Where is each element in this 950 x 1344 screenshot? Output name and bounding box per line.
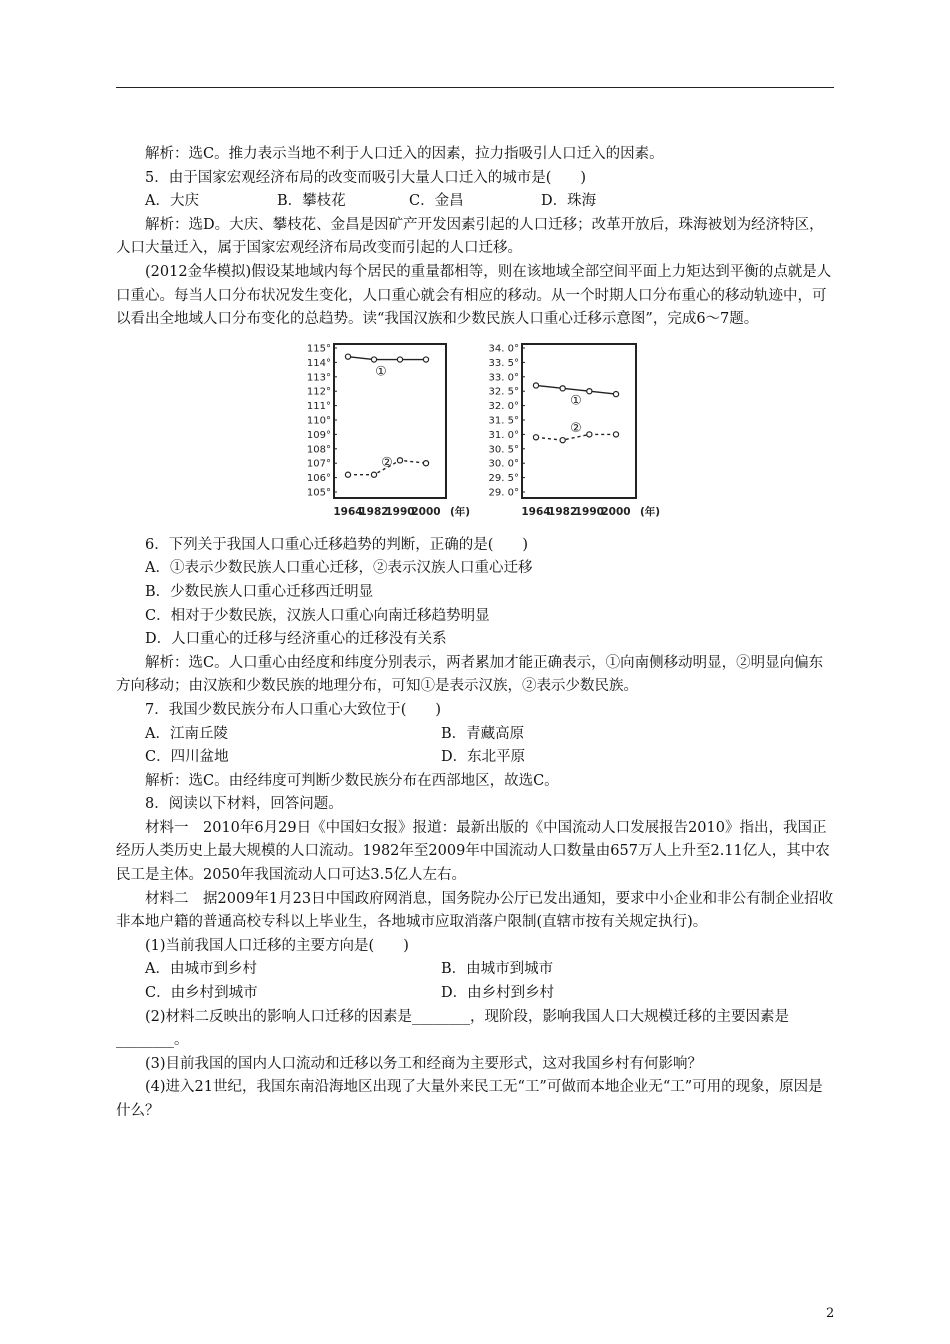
option: C．金昌 <box>409 193 464 210</box>
y-tick-label: 106° <box>306 472 331 484</box>
sub-question-3: (3)目前我国的国内人口流动和迁移以务工和经商为主要形式，这对我国乡村有何影响？ <box>145 1055 703 1072</box>
data-point <box>560 437 565 442</box>
option: B．少数民族人口重心迁移西迁明显 <box>145 583 374 600</box>
option: D．珠海 <box>541 193 597 210</box>
data-point <box>371 357 376 362</box>
series-line <box>348 356 426 359</box>
data-point <box>423 460 428 465</box>
x-tick-label: 1982 <box>359 505 389 518</box>
y-tick-label: 112° <box>306 386 331 398</box>
question-6: 6．下列关于我国人口重心迁移趋势的判断，正确的是( ) <box>145 536 529 553</box>
material-1: 材料一 2010年6月29日《中国妇女报》报道：最新出版的《中国流动人口发展报告2010》指出，我国正经历人类历史上最大规模的人口流动。1982年至2009年中国流动人口数量由657万人上升至2.11亿人，其中农民工是主体。2050年我国流动人口可达3.5亿人左右。 <box>116 819 830 884</box>
answer-q6: 解析：选C。人口重心由经度和纬度分别表示，两者累加才能正确表示，①向南侧移动明显，②明显向偏东方向移动；由汉族和少数民族的地理分布，可知①是表示汉族，②表示少数民族。 <box>116 654 824 695</box>
option: D．人口重心的迁移与经济重心的迁移没有关系 <box>145 631 447 648</box>
data-point <box>423 357 428 362</box>
y-tick-label: 33. 5° <box>488 357 519 369</box>
sub-question-1-options <box>116 958 834 982</box>
sub-question-1-options <box>116 982 834 1006</box>
y-tick-label: 29. 5° <box>488 472 519 484</box>
data-point <box>587 432 592 437</box>
answer-q4: 解析：选C。推力表示当地不利于人口迁入的因素，拉力指吸引人口迁入的因素。 <box>145 146 664 162</box>
data-point <box>397 357 402 362</box>
x-axis-label: (年) <box>449 505 471 518</box>
sub-question-2: (2)材料二反映出的影响人口迁移的因素是________，现阶段，影响我国人口大规模迁移的主要因素是________。 <box>116 1008 790 1049</box>
question-7-options <box>116 746 834 770</box>
option: D．东北平原 <box>441 749 526 766</box>
option: C．相对于少数民族，汉族人口重心向南迁移趋势明显 <box>145 607 490 624</box>
y-tick-label: 29. 0° <box>488 487 519 499</box>
y-tick-label: 111° <box>306 400 331 412</box>
question-7-options <box>116 723 834 747</box>
x-tick-label: 1964 <box>521 505 551 518</box>
question-5-options <box>116 190 834 214</box>
intro-paragraph: (2012金华模拟)假设某地域内每个居民的重量都相等，则在该地域全部空间平面上力矩达到平衡的点就是人口重心。每当人口分布状况发生变化，人口重心就会有相应的移动。从一个时期人口分布重心的移动轨迹中，可以看出全地域人口分布变化的总趋势。读“我国汉族和少数民族人口重心迁移示意图”，完成6～7题。 <box>116 263 832 328</box>
data-point <box>587 388 592 393</box>
data-point <box>345 472 350 477</box>
data-point <box>397 457 402 462</box>
option: D．由乡村到乡村 <box>441 985 555 1002</box>
option: B．青藏高原 <box>441 725 525 742</box>
data-point <box>533 383 538 388</box>
answer-q7: 解析：选C。由经纬度可判断少数民族分布在西部地区，故选C。 <box>145 772 559 789</box>
population-center-charts <box>286 338 786 526</box>
y-tick-label: 105° <box>306 487 331 499</box>
x-axis-label: (年) <box>639 505 661 518</box>
y-tick-label: 30. 5° <box>488 444 519 456</box>
population-center-figure <box>116 338 834 526</box>
option: A．由城市到乡村 <box>145 961 257 978</box>
x-tick-label: 2000 <box>411 505 441 518</box>
option: A．①表示少数民族人口重心迁移，②表示汉族人口重心迁移 <box>145 560 533 577</box>
material-2: 材料二 据2009年1月23日中国政府网消息，国务院办公厅已发出通知，要求中小企业和非公有制企业招收非本地户籍的普通高校专科以上毕业生，各地城市应取消落户限制(直辖市按有关规定执行)。 <box>116 890 834 931</box>
option: C．四川盆地 <box>145 749 229 766</box>
data-point <box>560 385 565 390</box>
series-label: ② <box>381 455 393 471</box>
question-7: 7．我国少数民族分布人口重心大致位于( ) <box>145 701 442 718</box>
sub-question-4: (4)进入21世纪，我国东南沿海地区出现了大量外来民工无“工”可做而本地企业无“工”可用的现象，原因是什么？ <box>116 1079 823 1119</box>
y-tick-label: 34. 0° <box>488 343 519 355</box>
question-8: 8．阅读以下材料，回答问题。 <box>145 796 343 813</box>
x-tick-label: 1982 <box>548 505 578 518</box>
page-number: 2 <box>826 1306 835 1321</box>
y-tick-label: 32. 0° <box>488 400 519 412</box>
y-tick-label: 114° <box>306 357 331 369</box>
option: C．由乡村到城市 <box>145 985 258 1002</box>
answer-q5: 解析：选D。大庆、攀枝花、金昌是因矿产开发因素引起的人口迁移；改革开放后，珠海被划为经济特区，人口大量迁入，属于国家宏观经济布局改变而引起的人口迁移。 <box>116 216 824 257</box>
y-tick-label: 107° <box>306 458 331 470</box>
y-tick-label: 31. 5° <box>488 415 519 427</box>
x-tick-label: 1990 <box>385 505 415 518</box>
question-5: 5．由于国家宏观经济布局的改变而吸引大量人口迁入的城市是( ) <box>145 169 587 186</box>
option: B．由城市到城市 <box>441 961 554 978</box>
y-tick-label: 115° <box>306 343 331 355</box>
option: A．大庆 <box>145 193 199 210</box>
data-point <box>613 391 618 396</box>
y-tick-label: 30. 0° <box>488 458 519 470</box>
x-tick-label: 1990 <box>574 505 604 518</box>
data-point <box>345 354 350 359</box>
y-tick-label: 109° <box>306 429 331 441</box>
sub-question-1: (1)当前我国人口迁移的主要方向是( ) <box>145 937 409 954</box>
x-tick-label: 1964 <box>333 505 363 518</box>
series-label: ① <box>570 393 582 409</box>
y-tick-label: 113° <box>306 372 331 384</box>
page-body <box>116 143 834 1124</box>
data-point <box>613 432 618 437</box>
series-label: ① <box>375 364 387 380</box>
y-tick-label: 32. 5° <box>488 386 519 398</box>
y-tick-label: 33. 0° <box>488 372 519 384</box>
data-point <box>371 472 376 477</box>
data-point <box>533 434 538 439</box>
y-tick-label: 31. 0° <box>488 429 519 441</box>
series-label: ② <box>570 420 582 436</box>
option: A．江南丘陵 <box>145 725 228 742</box>
x-tick-label: 2000 <box>601 505 631 518</box>
option: B．攀枝花 <box>277 193 346 210</box>
y-tick-label: 110° <box>306 415 331 427</box>
y-tick-label: 108° <box>306 444 331 456</box>
header-rule <box>116 87 834 88</box>
